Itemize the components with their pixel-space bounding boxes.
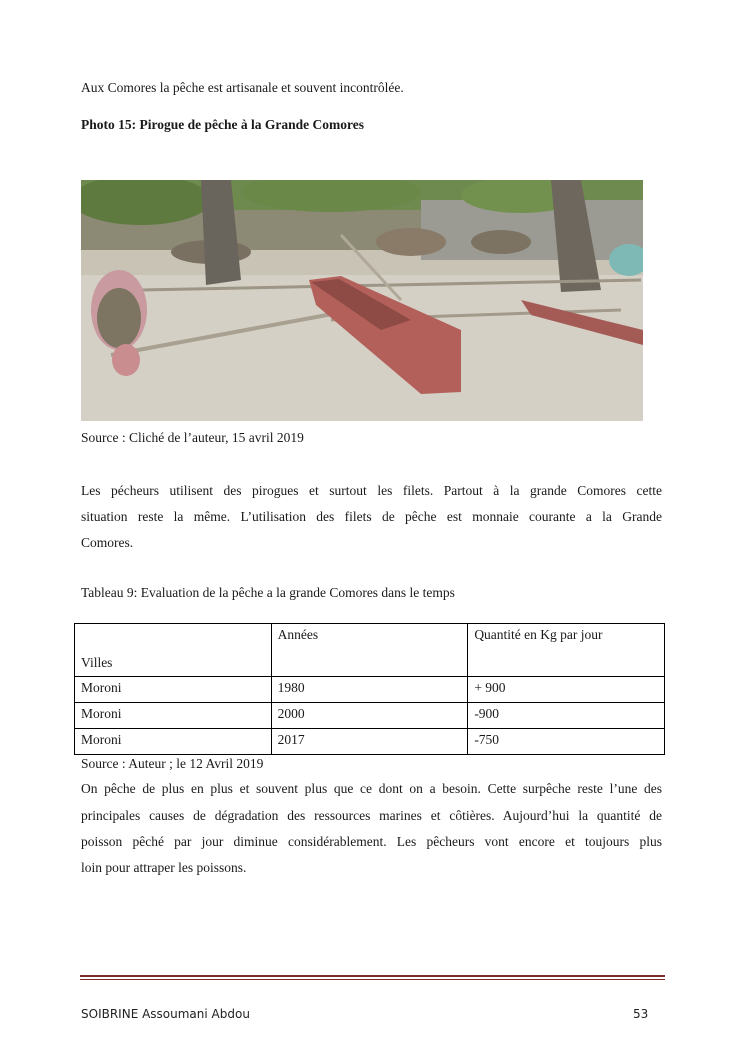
pirogue-photo bbox=[81, 180, 643, 421]
photo-source: Source : Cliché de l’auteur, 15 avril 2019 bbox=[81, 430, 304, 445]
table-cell: Moroni bbox=[75, 677, 272, 703]
table-cell: 2017 bbox=[271, 729, 468, 755]
header-cell-annees: Années bbox=[271, 624, 468, 677]
header-cell-villes: Villes bbox=[75, 624, 272, 677]
paragraph-line: situation reste la même. L’utilisation des filets de pêche est monnaie courante a la Grande bbox=[81, 509, 662, 524]
paragraph-line: On pêche de plus en plus et souvent plus que ce dont on a besoin. Cette surpêche reste l’une des bbox=[81, 781, 662, 796]
table-cell: -900 bbox=[468, 703, 665, 729]
paragraph-line: loin pour attraper les poissons. bbox=[81, 860, 247, 875]
table-source: Source : Auteur ; le 12 Avril 2019 bbox=[81, 756, 264, 771]
table-cell: + 900 bbox=[468, 677, 665, 703]
paragraph-line: principales causes de dégradation des ressources marines et côtières. Aujourd’hui la quantité de bbox=[81, 808, 662, 823]
footer-rule bbox=[80, 975, 665, 977]
paragraph-line: Comores. bbox=[81, 535, 134, 550]
header-cell-quantite: Quantité en Kg par jour bbox=[468, 624, 665, 677]
footer-author: SOIBRINE Assoumani Abdou bbox=[81, 1007, 250, 1021]
table-row bbox=[75, 677, 665, 703]
table-cell: -750 bbox=[468, 729, 665, 755]
intro-text: Aux Comores la pêche est artisanale et souvent incontrôlée. bbox=[81, 80, 404, 95]
table-header-row bbox=[75, 624, 665, 677]
table-caption: Tableau 9: Evaluation de la pêche a la grande Comores dans le temps bbox=[81, 585, 455, 600]
paragraph-line: poisson pêché par jour diminue considérablement. Les pêcheurs vont encore et toujours plus bbox=[81, 834, 662, 849]
fishing-table bbox=[74, 623, 665, 755]
photo-caption: Photo 15: Pirogue de pêche à la Grande Comores bbox=[81, 117, 364, 132]
table-cell: Moroni bbox=[75, 729, 272, 755]
page-number: 53 bbox=[633, 1007, 649, 1021]
table-row bbox=[75, 703, 665, 729]
paragraph-line: Les pécheurs utilisent des pirogues et surtout les filets. Partout à la grande Comores cette bbox=[81, 483, 662, 498]
table-cell: 1980 bbox=[271, 677, 468, 703]
footer-rule-thin bbox=[80, 979, 665, 980]
table-row bbox=[75, 729, 665, 755]
table-cell: 2000 bbox=[271, 703, 468, 729]
table-cell: Moroni bbox=[75, 703, 272, 729]
